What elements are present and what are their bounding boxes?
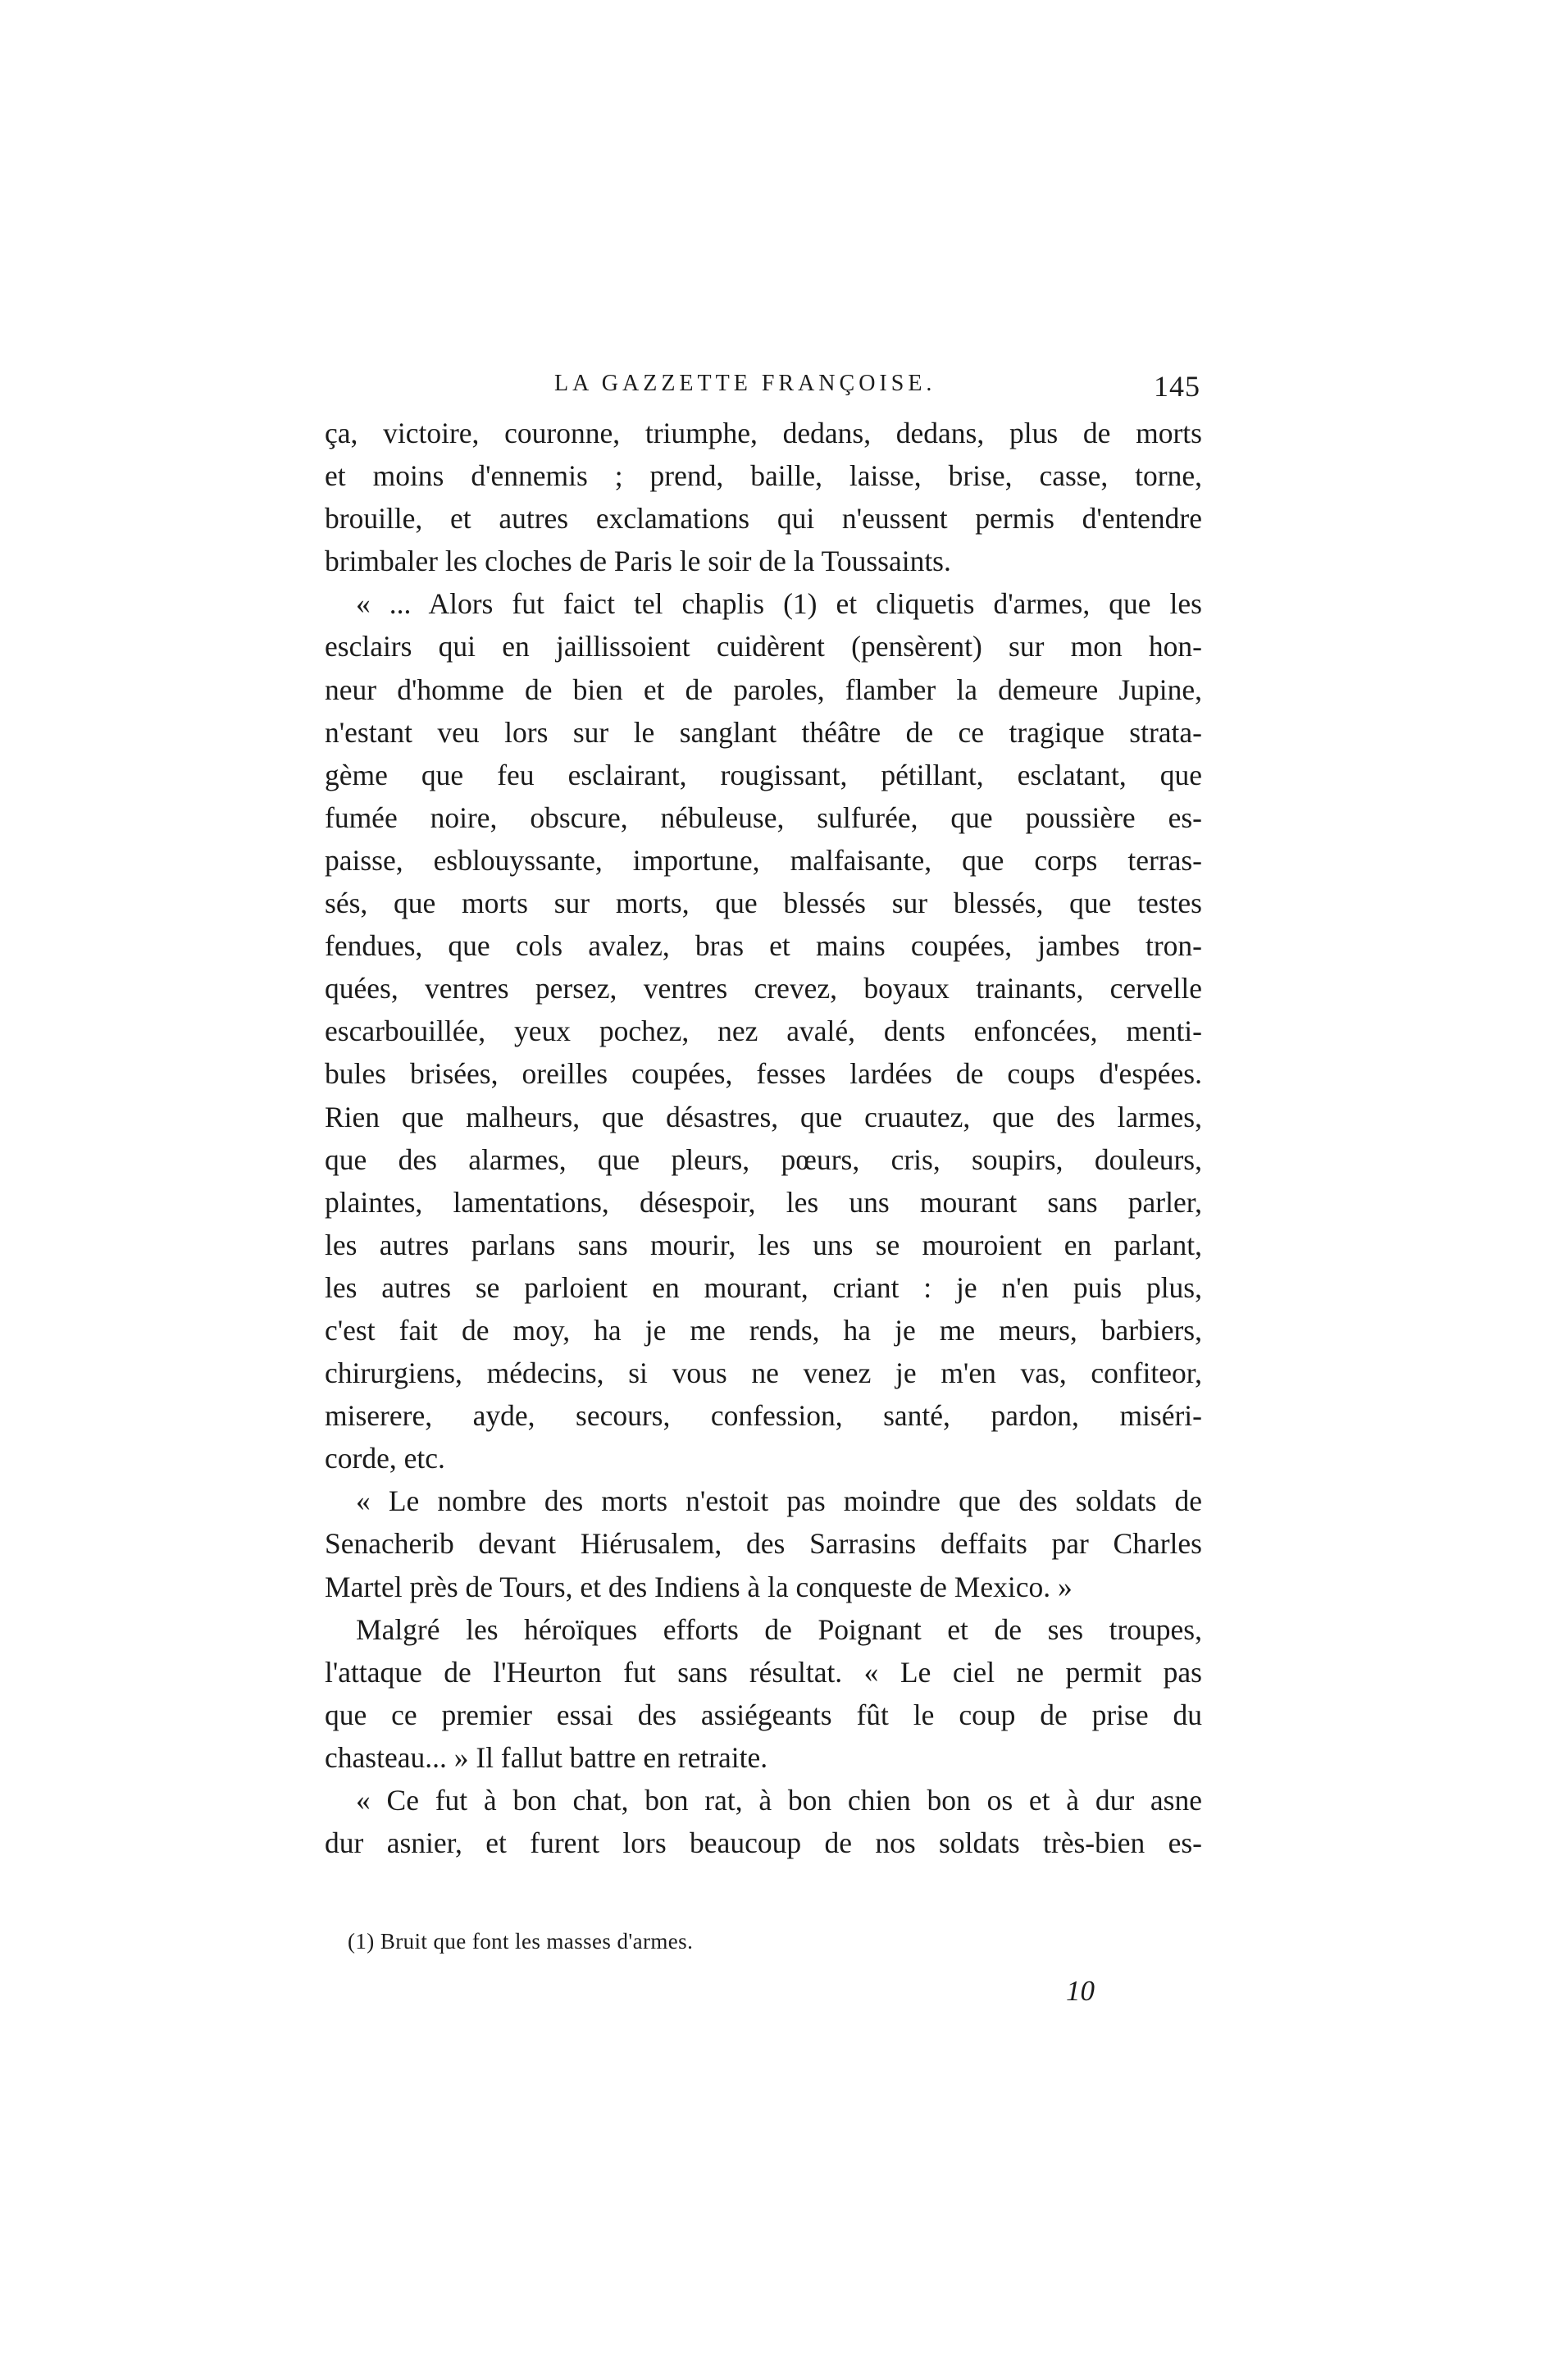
text-line: chirurgiens, médecins, si vous ne venez je m'en vas, confiteor,: [325, 1356, 1202, 1390]
text-line: que ce premier essai des assiégeants fût le coup de prise du: [325, 1698, 1202, 1731]
text-line: et moins d'ennemis ; prend, baille, laisse, brise, casse, torne,: [325, 459, 1202, 493]
text-line: chasteau... » Il fallut battre en retraite.: [325, 1740, 768, 1774]
text-line: « ... Alors fut faict tel chaplis (1) et cliquetis d'armes, que les: [356, 587, 1202, 621]
text-line: escarbouillée, yeux pochez, nez avalé, dents enfoncées, menti-: [325, 1014, 1202, 1048]
text-line: neur d'homme de bien et de paroles, flamber la demeure Jupine,: [325, 673, 1202, 706]
text-line: c'est fait de moy, ha je me rends, ha je me meurs, barbiers,: [325, 1313, 1202, 1347]
text-line: corde, etc.: [325, 1442, 445, 1475]
text-line: brimbaler les cloches de Paris le soir de la Toussaints.: [325, 545, 951, 578]
text-line: Rien que malheurs, que désastres, que cruautez, que des larmes,: [325, 1100, 1202, 1133]
text-line: fumée noire, obscure, nébuleuse, sulfurée, que poussière es-: [325, 800, 1202, 834]
text-line: fendues, que cols avalez, bras et mains coupées, jambes tron-: [325, 929, 1202, 963]
text-line: l'attaque de l'Heurton fut sans résultat. « Le ciel ne permit pas: [325, 1655, 1202, 1689]
text-line: miserere, ayde, secours, confession, santé, pardon, miséri-: [325, 1399, 1202, 1433]
text-line: ça, victoire, couronne, triumphe, dedans, dedans, plus de morts: [325, 417, 1202, 449]
text-line: dur asnier, et furent lors beaucoup de nos soldats très-bien es-: [325, 1826, 1202, 1860]
page-number: 145: [1154, 370, 1200, 403]
text-line: « Ce fut à bon chat, bon rat, à bon chien bon os et à dur asne: [356, 1784, 1202, 1817]
body-text: [325, 412, 1202, 1864]
paragraph-5: [325, 1779, 1202, 1864]
text-line: gème que feu esclairant, rougissant, pétillant, esclatant, que: [325, 758, 1202, 791]
running-title: LA GAZZETTE FRANÇOISE.: [554, 371, 936, 396]
text-line: brouille, et autres exclamations qui n'eussent permis d'entendre: [325, 502, 1202, 536]
text-line: quées, ventres persez, ventres crevez, boyaux trainants, cervelle: [325, 972, 1202, 1005]
paragraph-2: [325, 582, 1202, 1480]
signature-mark: 10: [1066, 1975, 1095, 2007]
text-line: paisse, esblouyssante, importune, malfaisante, que corps terras-: [325, 843, 1202, 877]
text-line: Senacherib devant Hiérusalem, des Sarrasins deffaits par Charles: [325, 1527, 1202, 1561]
paragraph-1: [325, 412, 1202, 582]
text-line: les autres parlans sans mourir, les uns se mouroient en parlant,: [325, 1228, 1202, 1261]
text-line: n'estant veu lors sur le sanglant théâtre de ce tragique strata-: [325, 715, 1202, 749]
paragraph-3: [325, 1480, 1202, 1607]
text-line: sés, que morts sur morts, que blessés sur blessés, que testes: [325, 887, 1202, 920]
text-line: plaintes, lamentations, désespoir, les uns mourant sans parler,: [325, 1185, 1202, 1219]
text-line: les autres se parloient en mourant, criant : je n'en puis plus,: [325, 1270, 1202, 1304]
text-line: que des alarmes, que pleurs, pœurs, cris, soupirs, douleurs,: [325, 1142, 1202, 1176]
text-line: bules brisées, oreilles coupées, fesses lardées de coups d'espées.: [325, 1057, 1202, 1091]
text-line: Martel près de Tours, et des Indiens à la conqueste de Mexico. »: [325, 1570, 1073, 1603]
text-line: Malgré les héroïques efforts de Poignant et de ses troupes,: [356, 1612, 1202, 1646]
running-head: [325, 371, 1209, 407]
footnote: (1) Bruit que font les masses d'armes.: [348, 1929, 694, 1954]
paragraph-4: [325, 1608, 1202, 1779]
text-line: esclairs qui en jaillissoient cuidèrent (pensèrent) sur mon hon-: [325, 630, 1202, 663]
text-line: « Le nombre des morts n'estoit pas moindre que des soldats de: [356, 1484, 1202, 1518]
